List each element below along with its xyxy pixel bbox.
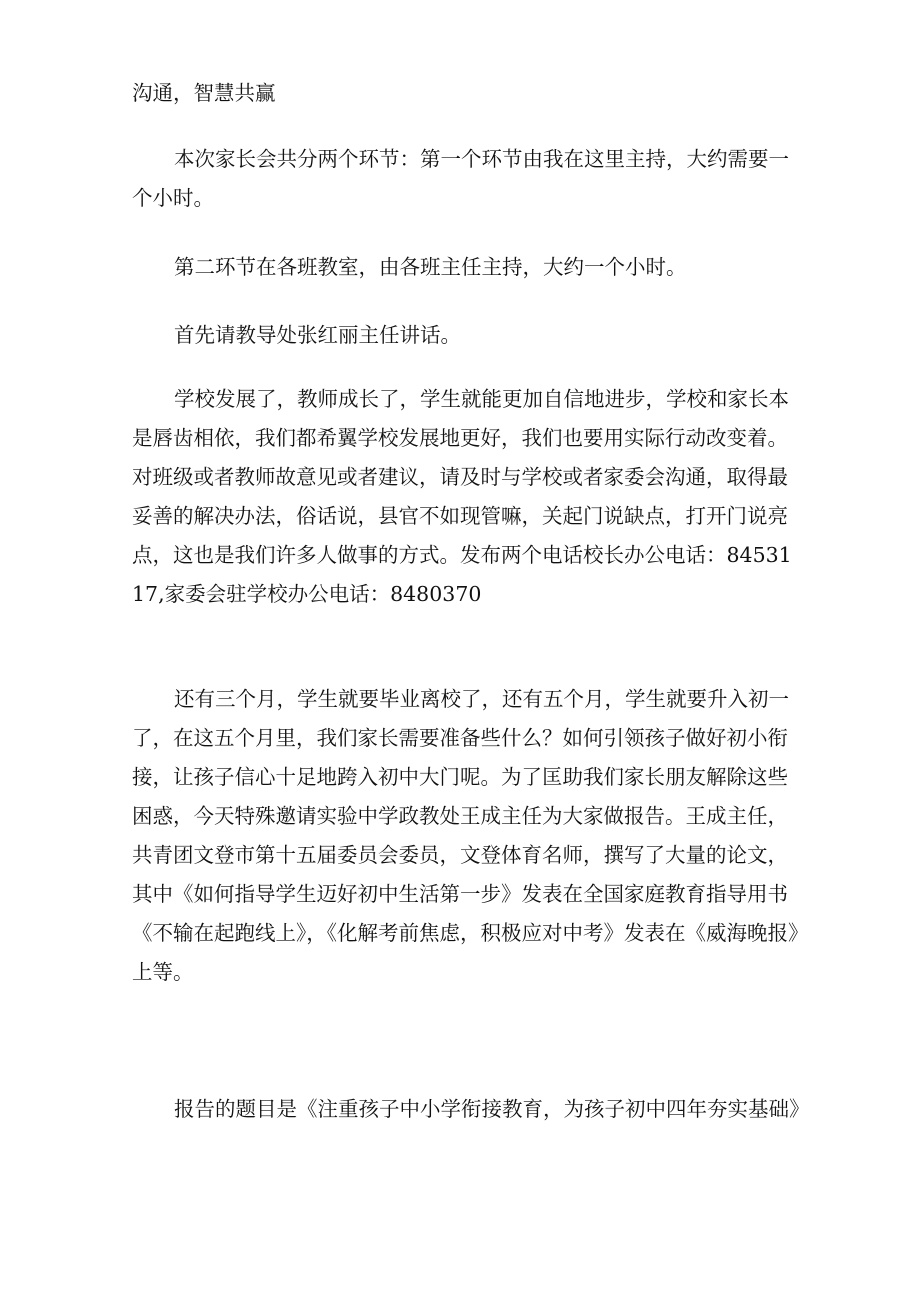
paragraph-report-title: 报告的题目是《注重孩子中小学衔接教育，为孩子初中四年夯实基础》 <box>174 1097 810 1121</box>
paragraph-school-development: 学校发展了，教师成长了，学生就能更加自信地进步，学校和家长本是唇齿相依，我们都希翼学校发展地更好，我们也要用实际行动改变着。对班级或者教师故意见或者建议，请及时与学校或者家委会沟通，取得最妥善的解决办法，俗话说，县官不如现管嘛，关起门说缺点，打开门说亮点，这也是我们许多人做事的方式。发布两个电话校长办公电话：8453117,家委会驻学校办公电话：8480370 <box>132 387 792 606</box>
paragraph-guest-introduction: 还有三个月，学生就要毕业离校了，还有五个月，学生就要升入初一了，在这五个月里，我们家长需要准备些什么？如何引领孩子做好初小衔接，让孩子信心十足地跨入初中大门呢。为了匡助我们家长朋友解除这些困惑，今天特殊邀请实验中学政教处王成主任为大家做报告。王成主任，共青团文登市第十五届委员会委员，文登体育名师，撰写了大量的论文，其中《如何指导学生迈好初中生活第一步》发表在全国家庭教育指导用书《不输在起跑线上》，《化解考前焦虑，积极应对中考》发表在《威海晚报》上等。 <box>132 687 799 984</box>
paragraph-director-speech: 首先请教导处张红丽主任讲话。 <box>174 323 461 347</box>
paragraph-closing-line: 沟通，智慧共赢 <box>132 81 276 105</box>
paragraph-second-session: 第二环节在各班教室，由各班主任主持，大约一个小时。 <box>174 255 687 279</box>
paragraph-meeting-structure: 本次家长会共分两个环节：第一个环节由我在这里主持，大约需要一个小时。 <box>132 147 789 210</box>
